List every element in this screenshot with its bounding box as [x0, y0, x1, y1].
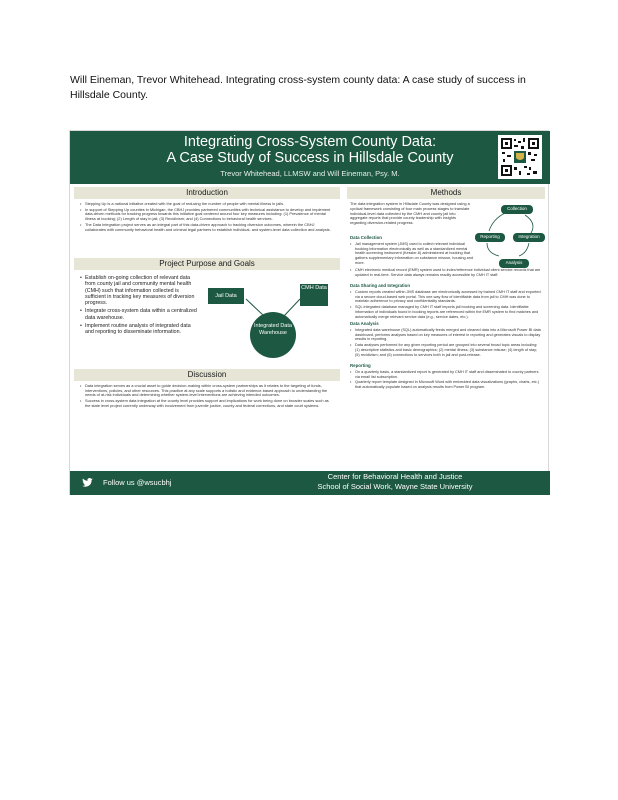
twitter-bird-icon: [81, 476, 94, 489]
list-item: • Stepping Up is a national initiative created with the goal of reducing the number of people with mental illness in jails.: [80, 202, 334, 207]
list-item: • Integrate cross-system data within a centralized data warehouse.: [80, 308, 198, 321]
center-line2: School of Social Work, Wayne State University: [317, 482, 473, 491]
integrated-warehouse-node: Integrated Data Warehouse: [250, 312, 296, 358]
introduction-heading: Introduction: [74, 187, 340, 199]
poster-title-line2: A Case Study of Success in Hillsdale County: [166, 150, 454, 166]
list-item: • In support of Stepping Up counties in Michigan, the CBHJ provides partnered communities with technical assistance to develop and implement data-driven methods for tracking progress towards this initiative goal centered around four key measures including: (1) Prevalence of mental illness at booking; (2) Length of stay in jail; (3) Recidivism; and (4) Connections to behavioral health services.: [80, 208, 334, 222]
data-collection-list-cont: [350, 268, 542, 278]
cmh-data-node: CMH Data: [300, 284, 328, 306]
list-item: • Implement routine analysis of integrated data and reporting to disseminate information.: [80, 323, 198, 336]
list-item: • Success in cross-system data integration at the county level provides support and implications for work being done on broader scales such as the state level project currently underway with involvement from juvenile justice, county and federal corrections, and state court systems.: [80, 399, 334, 408]
list-item: • Data integration serves as a crucial asset to guide decision-making within cross-system partnerships as it relates to the targeting of funds, interventions, policies, and other resources. This practice at any scale supports a holistic and evidence-based approach to understanding the needs of at-risk individuals and determining whether system-level interventions are achieving intended outcomes.: [80, 384, 334, 398]
reporting-list: [350, 370, 542, 391]
jail-data-node: Jail Data: [208, 288, 244, 304]
list-item: • CMH electronic medical record (EMR) system used to index/reference individual client service records that are updated in real-time. Service data always remains readily accessible by CMH IT staff.: [350, 268, 542, 277]
data-sharing-heading: Data Sharing and Integration: [350, 283, 411, 288]
poster-banner: [70, 131, 550, 184]
data-sharing-list: [350, 290, 542, 320]
left-column: [74, 187, 340, 408]
list-item: • Integrated data warehouse (SQL) automatically feeds merged and cleaned data into a Microsoft Power BI data dashboard, performs analyses based on key measures of interest in reporting and generates visuals to display results in reporting.: [350, 328, 542, 342]
data-analysis-list: [350, 328, 542, 358]
center-name: [280, 472, 510, 492]
methods-intro: The data integration system in Hillsdale County was designed using a cyclical framework consisting of four main process stages to translate individual-level data collected by the CMH and county jail into aggregate reports that provide county leadership with insights regarding diversion-related progress.: [350, 201, 470, 226]
methods-heading: Methods: [347, 187, 545, 199]
list-item: • Quarterly report template designed in Microsoft Word with embedded data visualizations (graphs, charts, etc.) that automatically populate based on analysis results from Power BI program.: [350, 380, 542, 389]
poster-title-line1: Integrating Cross-System County Data:: [183, 134, 437, 150]
poster-footer: [70, 471, 550, 495]
list-item: • On a quarterly basis, a standardized report is generated by CMH IT staff and disseminated to county partners via email list subscription.: [350, 370, 542, 379]
list-item: • Establish on-going collection of relevant data from county jail and community mental health (CMH) such that information collected is sufficient in tracking key measures of diversion progress.: [80, 275, 198, 306]
cycle-analysis-node: Analysis: [499, 259, 529, 268]
cycle-reporting-node: Reporting: [475, 233, 505, 242]
data-flow-diagram: [204, 274, 338, 364]
list-item: • The Data Integration project serves as an integral part of this data-driven approach to tracking diversion outcomes, wherein the CBHJ collaborates with community behavioral health and criminal legal partners to establish individual- and system-level data collection and analysis.: [80, 223, 334, 232]
reporting-heading: Reporting: [350, 363, 371, 368]
poster-authors: Trevor Whitehead, LLMSW and Will Eineman, Psy. M.: [220, 169, 400, 178]
center-line1: Center for Behavioral Health and Justice: [327, 472, 463, 481]
project-purpose-section: [74, 258, 340, 364]
list-item: • Jail management system (JMS) used to collect relevant individual booking information electronically as well as a standardized mental health screening instrument (Kessler-6) administered at booking that gathers supplementary information on substance misuse, housing and more.: [350, 242, 474, 266]
qr-code-icon: [498, 135, 542, 179]
cycle-diagram: [475, 201, 545, 269]
citation-text: Will Eineman, Trevor Whitehead. Integrating cross-system county data: A case study of success in Hillsdale County.: [70, 74, 526, 101]
project-purpose-list: [80, 275, 198, 338]
data-collection-heading: Data Collection: [350, 235, 382, 240]
introduction-list: [74, 199, 340, 232]
data-analysis-heading: Data Analysis: [350, 321, 379, 326]
data-collection-list: [350, 242, 474, 267]
follow-us-text: Follow us @wsucbhj: [103, 478, 172, 487]
introduction-section: [74, 187, 340, 232]
cycle-integration-node: Integration: [513, 233, 545, 242]
discussion-heading: Discussion: [74, 369, 340, 381]
discussion-section: [74, 369, 340, 410]
project-purpose-heading: Project Purpose and Goals: [74, 258, 340, 270]
poster: [69, 130, 549, 495]
discussion-list: [74, 381, 340, 409]
list-item: • Data analyses performed for any given reporting period are grouped into several broad topic areas including: (1) descriptive statistics and basic demographics; (2) mental illness; (3) substance misuse; (4) length of stay; (5) recidivism; and (6) connections to services both in jail and post-release.: [350, 343, 542, 357]
methods-section: [347, 187, 545, 390]
list-item: • SQL integrated database managed by CMH IT staff imports jail booking and screening data. Identifiable information of individuals found in booking reports are referenced within the EMR system to find matches and automatically merge relevant service data (e.g., service dates, etc.).: [350, 305, 542, 319]
list-item: • Custom reports created within JMS database are electronically accessed by trained CMH IT staff and exported via a secure cloud-based web portal. This one-way flow of identifiable data from jail to CMH was done to maintain adherence to privacy and confidentiality standards.: [350, 290, 542, 304]
cycle-collection-node: Collection: [501, 205, 533, 214]
